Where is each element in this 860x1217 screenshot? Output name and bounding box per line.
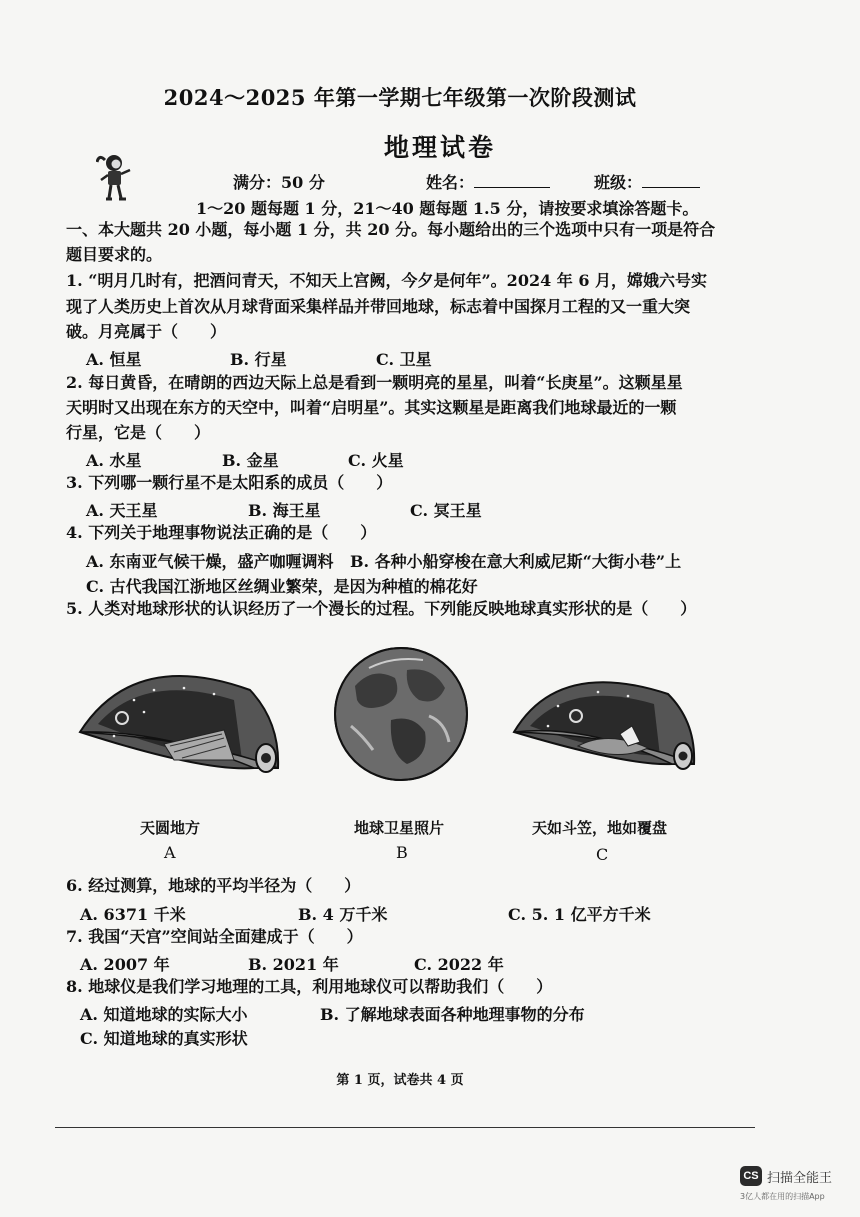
section-heading-line2: 题目要求的。 — [66, 245, 163, 264]
q5-stem: 5. 人类对地球形状的认识经历了一个漫长的过程。下列能反映地球真实形状的是（ ） — [66, 599, 697, 618]
q8-stem: 8. 地球仪是我们学习地理的工具，利用地球仪可以帮助我们（ ） — [66, 977, 553, 996]
page-footer: 第 1 页，试卷共 4 页 — [336, 1073, 464, 1088]
q8-option-b: B. 了解地球表面各种地理事物的分布 — [320, 1005, 585, 1024]
q2-stem-line2: 天明时又出现在东方的天空中，叫着“启明星”。其实这颗星是距离我们地球最近的一颗 — [66, 398, 677, 417]
q2-option-b: B. 金星 — [222, 451, 279, 470]
q1-option-b: B. 行星 — [230, 350, 287, 369]
q7-stem: 7. 我国“天宫”空间站全面建成于（ ） — [66, 927, 363, 946]
q4-option-b: B. 各种小船穿梭在意大利威尼斯“大街小巷”上 — [350, 552, 682, 571]
subject-title: 地理试卷 — [383, 133, 496, 162]
q1-stem-line2: 现了人类历史上首次从月球背面采集样品并带回地球，标志着中国探月工程的又一重大突 — [66, 297, 691, 316]
q7-option-b: B. 2021 年 — [248, 955, 339, 974]
q1-option-a: A. 恒星 — [86, 350, 142, 369]
q3-option-a: A. 天王星 — [86, 501, 158, 520]
image-b-letter: B — [396, 843, 408, 862]
class-label: 班级： — [594, 173, 643, 192]
bottom-divider — [55, 1127, 755, 1128]
cs-logo-icon: CS — [740, 1166, 762, 1186]
dome-hat-plate-icon — [508, 666, 700, 788]
name-label: 姓名： — [426, 173, 475, 192]
q6-option-c: C. 5. 1 亿平方千米 — [508, 905, 651, 924]
q2-option-a: A. 水星 — [86, 451, 142, 470]
section-heading-line1: 一、本大题共 20 小题，每小题 1 分，共 20 分。每小题给出的三个选项中只有一项是符合 — [66, 220, 716, 239]
image-b-caption: 地球卫星照片 — [354, 819, 445, 837]
image-c-letter: C — [596, 845, 609, 864]
q2-stem-line1: 2. 每日黄昏，在晴朗的西边天际上总是看到一颗明亮的星星，叫着“长庚星”。这颗星星 — [66, 373, 683, 392]
q2-stem-line3: 行星，它是（ ） — [66, 423, 211, 442]
q4-option-a: A. 东南亚气候干燥，盛产咖喱调料 — [86, 552, 334, 571]
earth-photo-icon — [333, 646, 469, 782]
q4-option-c: C. 古代我国江浙地区丝绸业繁荣，是因为种植的棉花好 — [86, 577, 478, 596]
q7-option-c: C. 2022 年 — [414, 955, 504, 974]
image-a-letter: A — [164, 843, 176, 862]
q1-stem-line3: 破。月亮属于（ ） — [66, 322, 227, 341]
q1-option-c: C. 卫星 — [376, 350, 432, 369]
dome-heaven-earth-icon — [74, 660, 284, 790]
class-field — [594, 170, 700, 193]
q7-option-a: A. 2007 年 — [80, 955, 170, 974]
q8-option-a: A. 知道地球的实际大小 — [80, 1005, 248, 1024]
class-blank — [642, 173, 700, 188]
full-score: 满分：50 分 — [233, 173, 325, 192]
name-blank — [474, 173, 550, 188]
q3-option-b: B. 海王星 — [248, 501, 321, 520]
q3-stem: 3. 下列哪一颗行星不是太阳系的成员（ ） — [66, 473, 393, 492]
image-a-caption: 天圆地方 — [140, 819, 201, 837]
q6-stem: 6. 经过测算，地球的平均半径为（ ） — [66, 876, 361, 895]
q6-option-a: A. 6371 千米 — [80, 905, 186, 924]
q1-stem-line1: 1. “明月几时有，把酒问青天，不知天上宫阙，今夕是何年”。2024 年 6 月，嫦娥六号实 — [66, 271, 708, 290]
cartoon-girl-icon — [96, 152, 134, 204]
q4-stem: 4. 下列关于地理事物说法正确的是（ ） — [66, 523, 377, 542]
name-field — [426, 170, 550, 193]
q3-option-c: C. 冥王星 — [410, 501, 482, 520]
instruction: 1～20 题每题 1 分，21～40 题每题 1.5 分，请按要求填涂答题卡。 — [196, 199, 699, 218]
image-c-caption: 天如斗笠，地如覆盘 — [532, 819, 668, 837]
scanner-app-name: 扫描全能王 — [767, 1171, 833, 1186]
scanner-tagline: 3亿人都在用的扫描App — [740, 1192, 825, 1201]
q2-option-c: C. 火星 — [348, 451, 404, 470]
q8-option-c: C. 知道地球的真实形状 — [80, 1029, 248, 1048]
exam-title: 2024～2025 年第一学期七年级第一次阶段测试 — [163, 85, 637, 110]
q6-option-b: B. 4 万千米 — [298, 905, 388, 924]
